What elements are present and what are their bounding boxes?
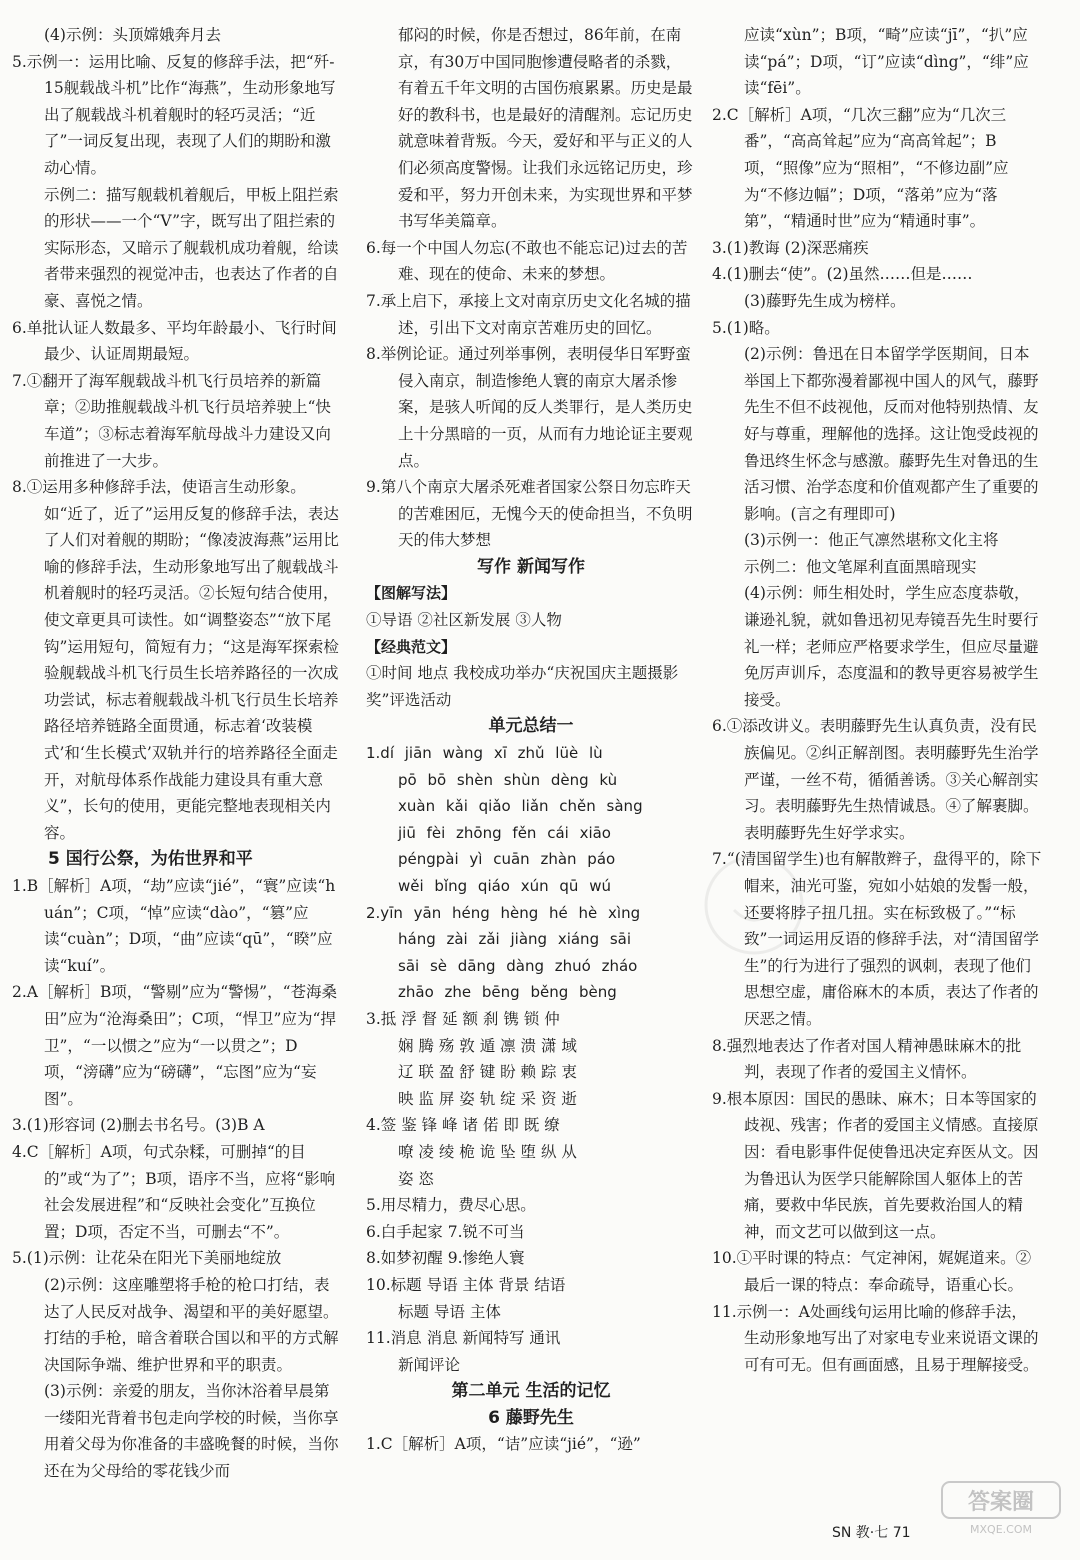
- watermark-logo-icon: [940, 1478, 1062, 1538]
- answer-line: háng zài zǎi jiàng xiáng sāi: [398, 930, 632, 949]
- answer-line: 示例二：描写舰载机着舰后，甲板上阻拦索的形状——一个“V”字，既写出了阻拦索的实际形态，又暗示了舰载机成功着舰，给读者带来强烈的视觉冲击，也表达了作者的自豪、喜悦之情。: [44, 185, 339, 310]
- answer-line: péngpài yì cuān zhàn páo: [398, 850, 616, 869]
- answer-line: 3.(1)形容词 (2)删去书名号。(3)B A: [12, 1116, 265, 1135]
- answer-line: 4.C［解析］A项，句式杂糅，可删掉“的目的”或“为了”；B项，语序不当，应将“影响社会发展进程”和“反映社会变化”互换位置；D项，否定不当，可删去“不”。: [12, 1142, 336, 1241]
- answer-line: 1.dí jiān wàng xī zhǔ lüè lù: [366, 744, 603, 763]
- faint-stamp-icon: [694, 850, 864, 960]
- answer-line: 辽 联 盈 舒 键 盼 赖 踪 衷: [398, 1063, 577, 1082]
- answer-line: 10.①平时课的特点：气定神闲，娓娓道来。②最后一课的特点：奉命疏导，语重心长。: [712, 1249, 1032, 1294]
- watermark-url: MXQE.COM: [970, 1523, 1032, 1536]
- answer-line: 5.示例一：运用比喻、反复的修辞手法，把“歼-15舰载战斗机”比作“海燕”，生动形象地写出了舰载战斗机着舰时的轻巧灵活；“近了”一词反复出现，表现了人们的期盼和激动心情。: [12, 52, 336, 177]
- answer-line: 4.(1)删去“使”。(2)虽然……但是……: [712, 265, 973, 284]
- column-left: [12, 22, 340, 1485]
- answer-line: 7.“(清国留学生)也有解散辫子，盘得平的，除下帽来，油光可鉴，宛如小姑娘的发髻一般，还要将脖子扭几扭。实在标致极了。”“标致”一词运用反语的修辞手法，对“清国留学生”的行为进行了强烈的讽刺，表现了他们思想空虚，庸俗麻木的本质，表达了作者的厌恶之情。: [712, 850, 1042, 1028]
- answer-line: 5 国行公祭，为佑世界和平: [48, 849, 253, 870]
- answer-line: (3)藤野先生成为榜样。: [744, 291, 906, 310]
- answer-line: 3.(1)教诲 (2)深恶痛疾: [712, 238, 869, 257]
- answer-line: 7.承上启下，承接上文对南京历史文化名城的描述，引出下文对南京苦难历史的回忆。: [366, 291, 691, 337]
- answer-line: 第二单元 生活的记忆: [451, 1381, 611, 1402]
- answer-line: 9.第八个南京大屠杀死难者国家公祭日勿忘昨天的苦难困厄，无愧今天的使命担当，不负明天的伟大梦想: [366, 478, 693, 550]
- answer-line: 5.用尽精力，费尽心思。: [366, 1196, 536, 1215]
- answer-line: 2.C［解析］A项，“几次三翻”应为“几次三番”，“高高耸起”应为“高高耸起”；B项，“照像”应为“照相”，“不修边副”应为“不修边幅”；D项，“落弟”应为“落第”，“精通时世”应为“精通时事”。: [712, 105, 1009, 231]
- answer-line: 5.(1)略。: [712, 318, 780, 337]
- answer-line: 6 藤野先生: [488, 1407, 574, 1428]
- answer-line: wěi bǐng qiáo xún qū wú: [398, 877, 611, 895]
- answer-line: 5.(1)示例：让花朵在阳光下美丽地绽放: [12, 1249, 282, 1268]
- answer-line: 映 监 屏 姿 轨 绽 采 资 逝: [398, 1089, 577, 1108]
- answer-line: 嘹 凌 绫 桅 诡 坠 堕 纵 从: [398, 1142, 577, 1161]
- answer-line: 2.yīn yān héng hèng hé hè xìng: [366, 903, 641, 922]
- answer-line: 单元总结一: [488, 716, 574, 737]
- answer-line: ①导语 ②社区新发展 ③人物: [366, 611, 562, 630]
- answer-line: 1.C［解析］A项，“诘”应读“jié”，“逊”: [366, 1435, 641, 1454]
- answer-line: (2)示例：鲁迅在日本留学学医期间，日本举国上下都弥漫着鄙视中国人的风气，藤野先生不但不歧视他，反而对他特别热情、友好与尊重，理解他的选择。这让饱受歧视的鲁迅终生怀念与感激。藤野先生对鲁迅的生活习惯、治学态度和价值观都产生了重要的影响。(言之有理即可): [744, 345, 1039, 523]
- answer-line: (4)示例：头顶嫦娥奔月去: [44, 26, 221, 44]
- answer-line: 8.①运用多种修辞手法，使语言生动形象。如“近了，近了”运用反复的修辞手法，表达了人们对着舰的期盼；“像凌波海燕”运用比喻的修辞手法，生动形象地写出了舰载战斗机着舰时的轻巧灵活。②长短句结合使用，使文章更具可读性。如“调整姿态”“放下尾钩”运用短句，简短有力；“这是海军探索检验舰载战斗机飞行员生长培养路径的一次成功尝试，标志着舰载战斗机飞行员生长培养路径培养链路全面贯通，标志着‘改装模式’和‘生长模式’双轨并行的培养路径全面走开，对航母体系作战能力建设具有重大意义”，长句的使用，更能完整地表现相关内容。: [12, 478, 339, 842]
- answer-line: 写作 新闻写作: [477, 556, 585, 577]
- column-middle: [366, 22, 696, 1458]
- answer-line: 9.根本原因：国民的愚昧、麻木；日本等国家的歧视、残害；作者的爱国主义情感。直接原因：看电影事件促使鲁迅决定弃医从文。因为鲁迅认为医学只能解除国人躯体上的苦痛，要救中华民族，首先要救治国人的精神，而文艺可以做到这一点。: [712, 1089, 1039, 1241]
- answer-line: (3)示例：亲爱的朋友，当你沐浴着早晨第一缕阳光背着书包走向学校的时候，当你享用着父母为你准备的丰盛晚餐的时候，当你还在为父母给的零花钱少而: [44, 1382, 339, 1481]
- answer-line: 11.示例一：A处画线句运用比喻的修辞手法，生动形象地写出了对家电专业来说语文课的可有可无。但有画面感，且易于理解接受。: [712, 1302, 1039, 1374]
- answer-line: 1.B［解析］A项，“劫”应读“jié”，“寰”应读“huán”；C项，“悼”应读“dào”，“篡”应读“cuàn”；D项，“曲”应读“qū”，“睽”应读“kuí”。: [12, 877, 336, 975]
- answer-line: 应读“xùn”；B项，“畸”应读“jī”，“扒”应读“pá”；D项，“订”应读“dìng”，“绯”应读“fēi”。: [744, 26, 1029, 98]
- page-footer: SN 教·七 71: [832, 1525, 911, 1541]
- answer-line: sāi sè dāng dàng zhuó zháo: [398, 956, 638, 975]
- answer-line: zhāo zhe bēng běng bèng: [398, 983, 617, 1002]
- answer-line: 10.标题 导语 主体 背景 结语: [366, 1275, 566, 1294]
- answer-line: 8.强烈地表达了作者对国人精神愚昧麻木的批判，表现了作者的爱国主义情怀。: [712, 1036, 1022, 1082]
- answer-line: 6.单批认证人数最多、平均年龄最小、飞行时间最少、认证周期最短。: [12, 318, 337, 364]
- column-right: [712, 22, 1042, 1378]
- answer-line: jiū fèi zhōng fěn cái xiāo: [398, 823, 611, 842]
- answer-line: 4.签 鉴 锋 峰 诸 偌 即 既 缭: [366, 1116, 560, 1135]
- answer-line: 8.举例论证。通过列举事例，表明侵华日军野蛮侵入南京，制造惨绝人寰的南京大屠杀惨案，是骇人听闻的反人类罪行，是人类历史上十分黑暗的一页，从而有力地论证主要观点。: [366, 345, 693, 470]
- answer-line: 示例二：他文笔犀利直面黑暗现实: [744, 557, 977, 576]
- watermark-text: 答案圈: [967, 1490, 1035, 1515]
- answer-line: 新闻评论: [398, 1355, 461, 1374]
- answer-line: 郁闷的时候，你是否想过，86年前，在南京，有30万中国同胞惨遭侵略者的杀戮，有着五千年文明的古国伤痕累累。历史是最好的教科书，也是最好的清醒剂。忘记历史就意味着背叛。今天，爱好和平与正义的人们必须高度警惕。让我们永远铭记历史，珍爱和平，努力开创未来，为实现世界和平梦书写华美篇章。: [398, 26, 693, 231]
- answer-line: 【经典范文】: [366, 637, 457, 656]
- answer-line: ①时间 地点 我校成功举办“庆祝国庆主题摄影奖”评选活动: [366, 664, 679, 709]
- answer-line: xuàn kǎi qiǎo liǎn chěn sàng: [398, 797, 643, 816]
- answer-line: 8.如梦初醒 9.惨绝人寰: [366, 1249, 525, 1268]
- answer-line: (4)示例：师生相处时，学生应态度恭敬，谦逊礼貌，就如鲁迅初见寿镜吾先生时要行礼一样；老师应严格要求学生，但应尽量避免厉声训斥，态度温和的教导更容易被学生接受。: [744, 584, 1039, 709]
- answer-line: 6.白手起家 7.锐不可当: [366, 1222, 525, 1241]
- answer-line: 姿 恣: [398, 1169, 434, 1188]
- answer-line: 7.①翻开了海军舰载战斗机飞行员培养的新篇章；②助推舰载战斗机飞行员培养驶上“快车道”；③标志着海军航母战斗力建设又向前推进了一大步。: [12, 371, 331, 470]
- answer-line: 3.抵 浮 督 延 额 刹 镌 锁 仲: [366, 1009, 560, 1028]
- answer-line: 11.消息 消息 新闻特写 通讯: [366, 1329, 561, 1348]
- answer-line: (2)示例：这座雕塑将手枪的枪口打结，表达了人民反对战争、渴望和平的美好愿望。打结的手枪，暗含着联合国以和平的方式解决国际争端、维护世界和平的职责。: [44, 1275, 339, 1374]
- answer-line: 2.A［解析］B项，“警剔”应为“警惕”，“苍海桑田”应为“沧海桑田”；C项，“悍卫”应为“捍卫”，“一以惯之”应为“一以贯之”；D项，“滂礴”应为“磅礴”，“忘图”应为“妄图”。: [12, 983, 337, 1108]
- answer-line: 标题 导语 主体: [398, 1302, 501, 1321]
- answer-line: (3)示例一：他正气凛然堪称文化主将: [744, 531, 999, 550]
- answer-line: 6.①添改讲义。表明藤野先生认真负责，没有民族偏见。②纠正解剖图。表明藤野先生治学严谨，一丝不苟，循循善诱。③关心解剖实习。表明藤野先生热情诚恳。④了解裹脚。表明藤野先生好学求实。: [712, 717, 1039, 842]
- answer-line: 【图解写法】: [366, 584, 457, 603]
- answer-line: 6.每一个中国人勿忘(不敢也不能忘记)过去的苦难、现在的使命、未来的梦想。: [366, 238, 688, 284]
- answer-line: 娴 腾 殇 敦 遁 凛 溃 潇 域: [398, 1036, 577, 1055]
- answer-line: pō bō shèn shùn dèng kù: [398, 770, 618, 789]
